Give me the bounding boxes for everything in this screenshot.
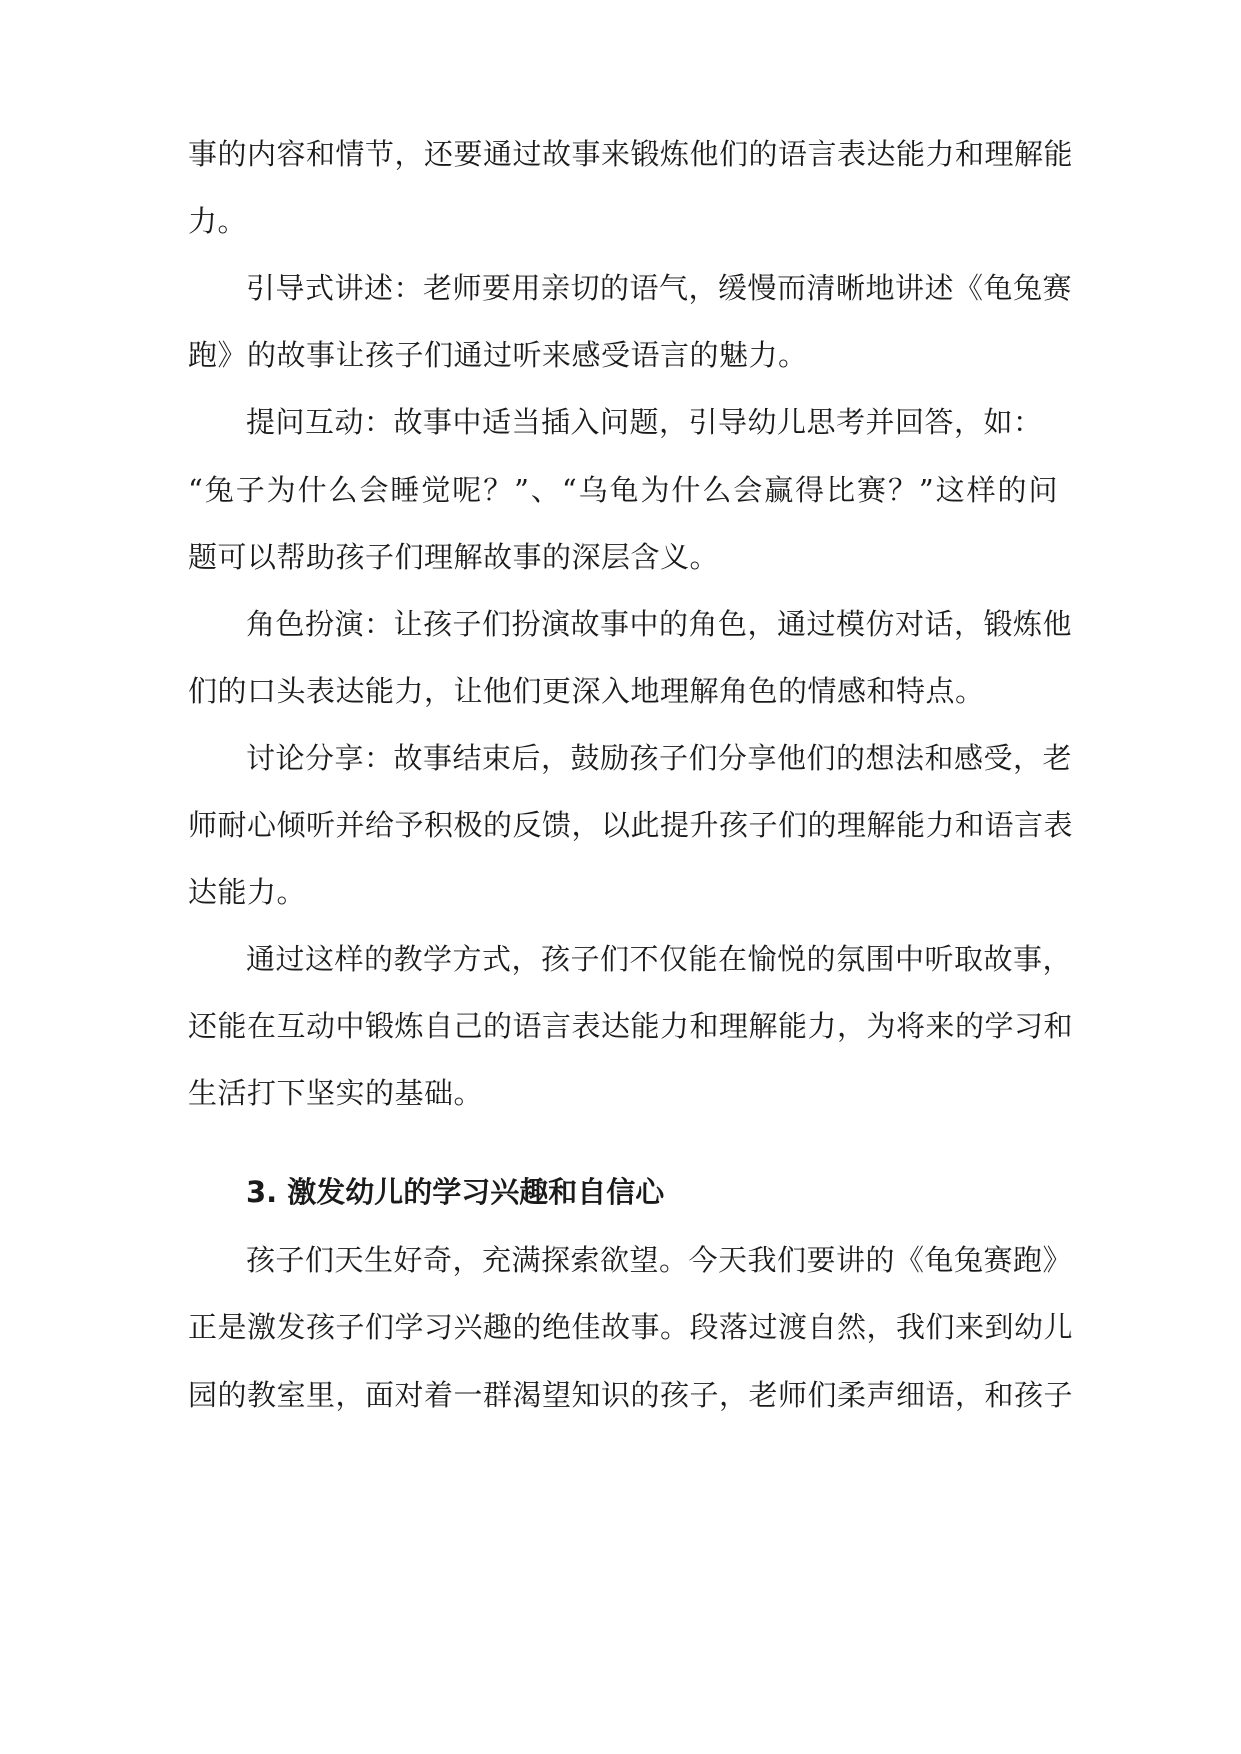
text-line: 引导式讲述：老师要用亲切的语气，缓慢而清晰地讲述《龟兔赛 — [246, 271, 1073, 305]
text-line: 通过这样的教学方式，孩子们不仅能在愉悦的氛围中听取故事， — [246, 942, 1073, 976]
text-line: 正是激发孩子们学习兴趣的绝佳故事。段落过渡自然，我们来到幼儿 — [188, 1310, 1074, 1344]
text-line: 事的内容和情节，还要通过故事来锻炼他们的语言表达能力和理解能 — [188, 137, 1074, 171]
text-line: 讨论分享：故事结束后，鼓励孩子们分享他们的想法和感受，老 — [246, 741, 1073, 775]
text-line: 还能在互动中锻炼自己的语言表达能力和理解能力，为将来的学习和 — [188, 1009, 1074, 1043]
text-line: 跑》的故事让孩子们通过听来感受语言的魅力。 — [188, 338, 808, 372]
text-line: 师耐心倾听并给予积极的反馈，以此提升孩子们的理解能力和语言表 — [188, 808, 1074, 842]
text-line: “兔子为什么会睡觉呢？”、“乌龟为什么会赢得比赛？”这样的问 — [188, 473, 1058, 507]
text-line: 达能力。 — [188, 875, 307, 909]
text-line: 力。 — [188, 204, 248, 238]
text-line: 题可以帮助孩子们理解故事的深层含义。 — [188, 540, 720, 574]
text-line: 们的口头表达能力，让他们更深入地理解角色的情感和特点。 — [188, 674, 985, 708]
text-line: 角色扮演：让孩子们扮演故事中的角色，通过模仿对话，锻炼他 — [246, 607, 1073, 641]
text-line: 园的教室里，面对着一群渴望知识的孩子，老师们柔声细语，和孩子 — [188, 1378, 1074, 1412]
text-line: 提问互动：故事中适当插入问题，引导幼儿思考并回答，如： — [246, 405, 1043, 439]
text-line: 生活打下坚实的基础。 — [188, 1076, 484, 1110]
section-heading: 3. 激发幼儿的学习兴趣和自信心 — [246, 1175, 665, 1209]
text-line: 孩子们天生好奇，充满探索欲望。今天我们要讲的《龟兔赛跑》 — [246, 1243, 1073, 1277]
